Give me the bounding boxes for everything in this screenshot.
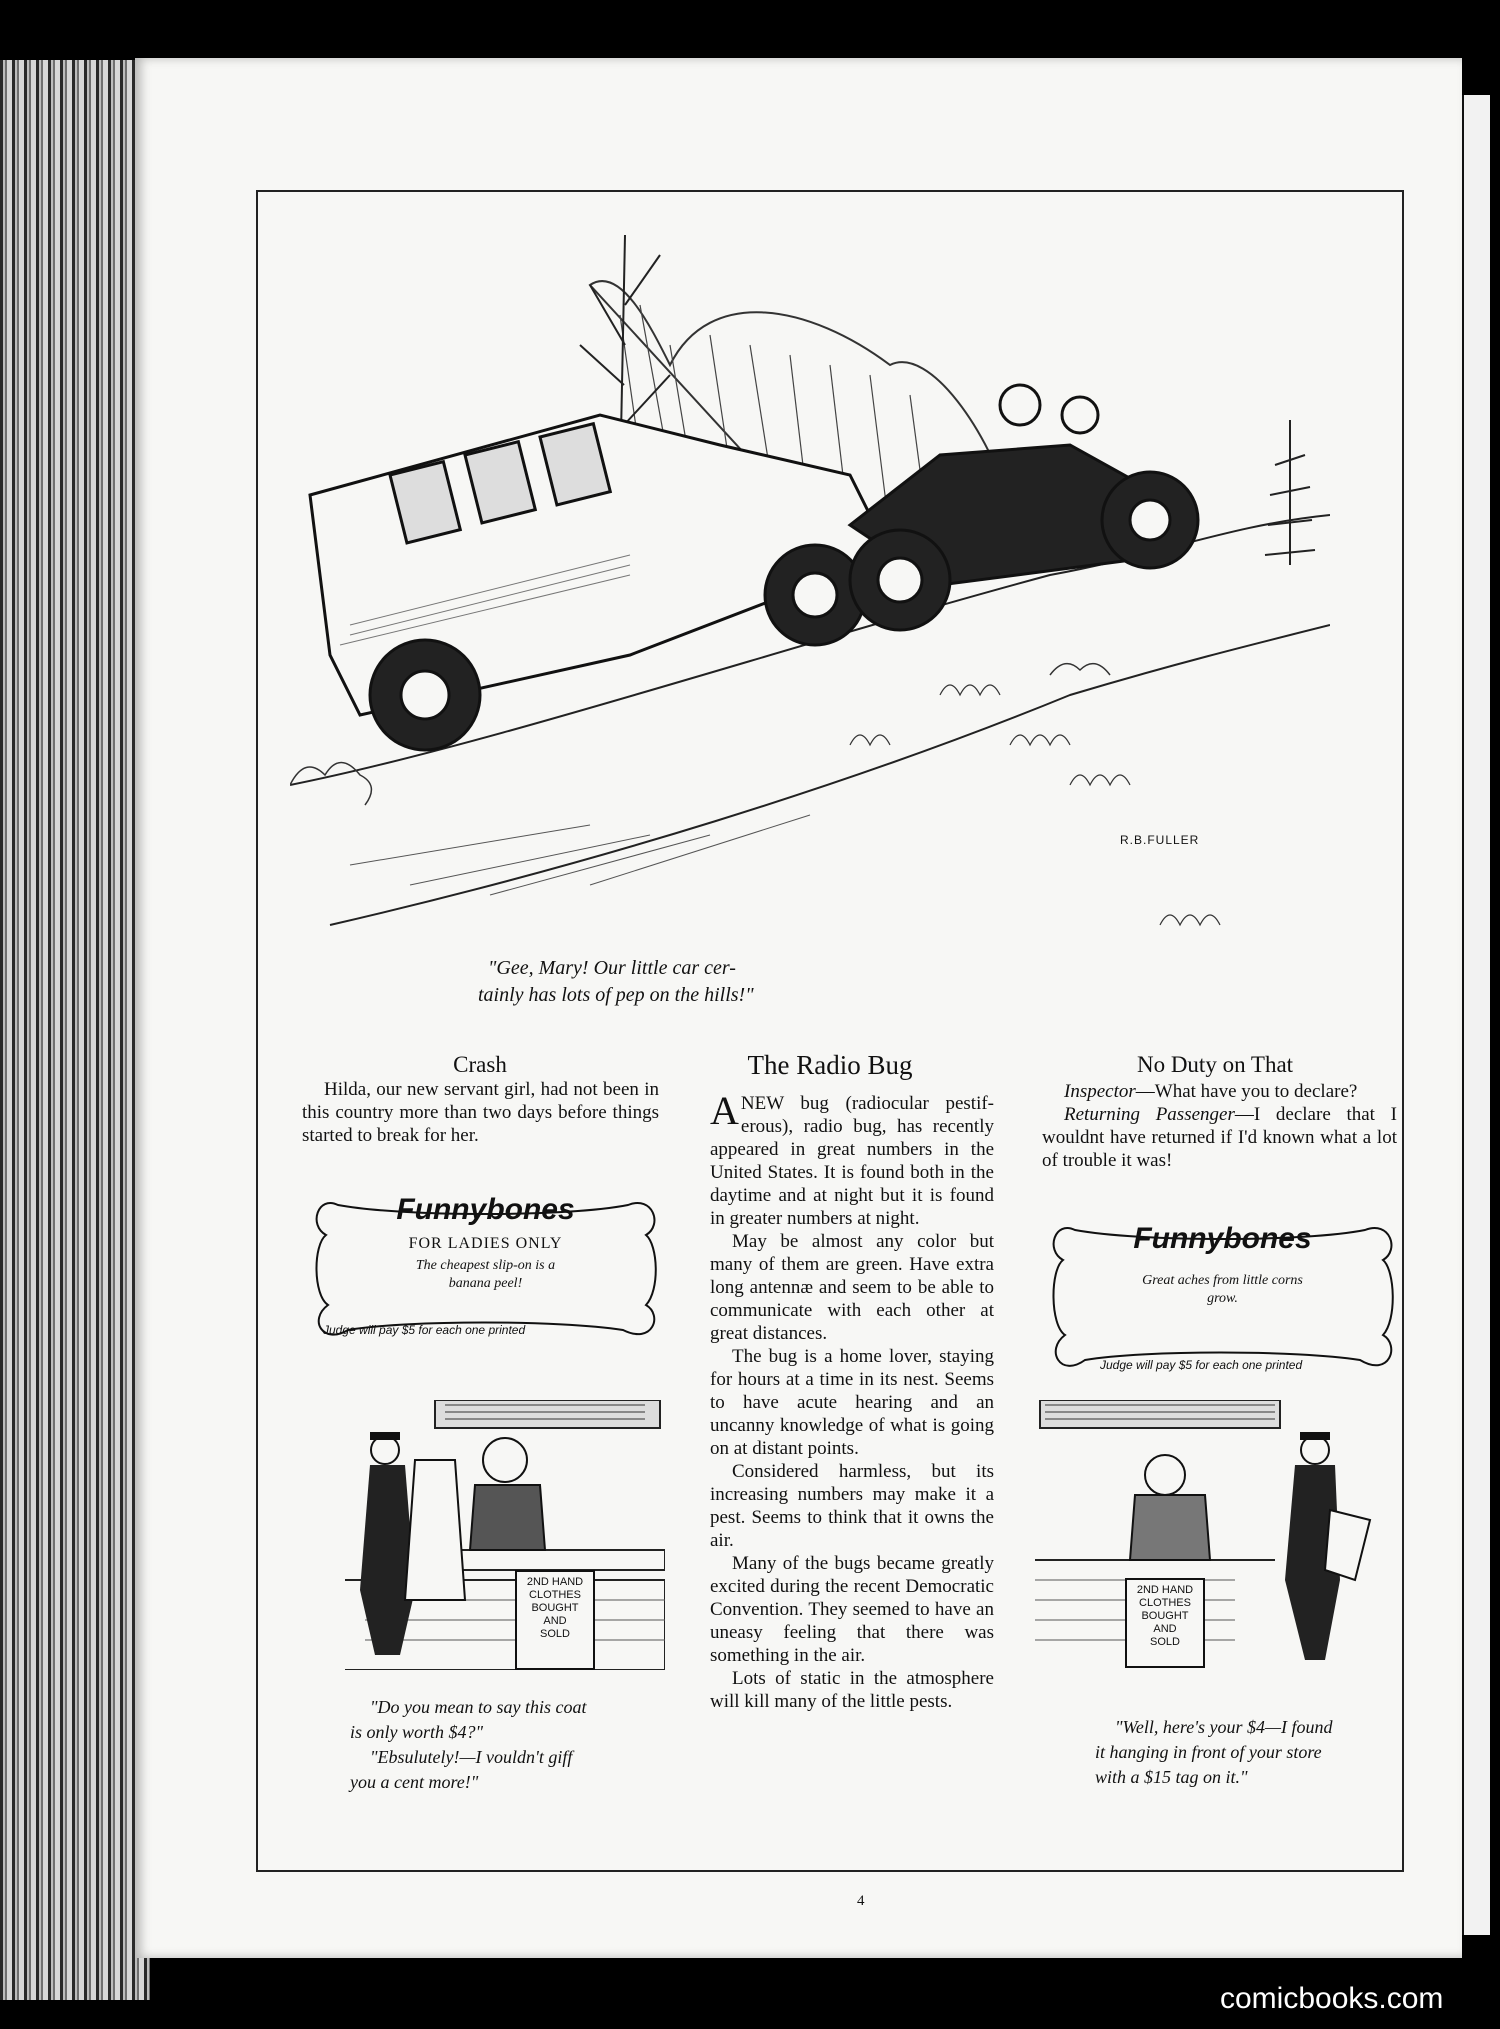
sign-line: AND [543,1615,567,1627]
watermark: comicbooks.com [1220,1982,1444,2015]
no-duty-title: No Duty on That [1136,1052,1294,1077]
sign-line: BOUGHT [1141,1610,1189,1622]
sign-line: CLOTHES [529,1589,581,1601]
funnybones-joke-line: Great aches from little corns [1142,1273,1303,1288]
right-shop-cartoon [1035,1400,1375,1670]
article-paragraph: Lots of static in the atmosphere will kill many of the little pests. [710,1668,994,1712]
next-page-edge [1462,95,1490,1935]
caption-line: "Gee, Mary! Our little car cer- [488,957,736,979]
drop-cap: A [710,1088,739,1133]
dialogue-text: —What have you to declare? [1135,1081,1358,1102]
no-duty-text [1042,1080,1397,1172]
sign-line: 2ND HAND [526,1576,584,1588]
dialogue-text: —I declare that I wouldnt have returned if I'd known what a lot of trouble it was! [1042,1104,1398,1171]
pay-note: Judge will pay $5 for each one printed [1100,1358,1303,1372]
funnybones-subtitle: FOR LADIES ONLY [408,1235,563,1252]
funnybones-box-right [1045,1210,1400,1375]
caption-line: it hanging in front of your store [1095,1742,1322,1762]
radio-bug-article [710,1088,994,1713]
caption-line: tainly has lots of pep on the hills!" [478,984,754,1006]
article-paragraph: The bug is a home lover, staying for hours at a time in its nest. Seems to have acute hearing and an uncanny knowledge of what is going on at distant points. [710,1346,994,1459]
right-cartoon-caption [1095,1715,1395,1790]
sign-line: 2ND HAND [1136,1584,1194,1596]
crash-text [302,1078,659,1147]
sign-line: SOLD [1150,1636,1180,1648]
left-cartoon-caption [350,1695,670,1795]
caption-line: you a cent more!" [350,1772,479,1792]
shop-sign [515,1570,595,1670]
page-number: 4 [857,1893,865,1909]
top-cartoon-illustration [290,225,1330,1010]
paragraph-text: NEW bug (radiocular pestif-erous), radio bug, has recently appeared in great numbers in the United States. It is found both in the daytime and at night but it is found in greater numbers at night. [710,1093,994,1229]
pay-note: Judge will pay $5 for each one printed [323,1323,526,1337]
sign-line: BOUGHT [531,1602,579,1614]
book-page-edges [0,60,150,2000]
funnybones-joke-line: banana peel! [448,1276,523,1291]
funnybones-joke-line: The cheapest slip-on is a [415,1258,556,1273]
sign-line: CLOTHES [1139,1597,1191,1609]
article-paragraph [710,1088,994,1230]
left-shop-cartoon [345,1400,665,1670]
caption-line: with a $15 tag on it." [1095,1767,1248,1787]
funnybones-box-left [308,1185,663,1343]
funnybones-title: Funnybones [1133,1222,1312,1255]
caption-line: "Well, here's your $4—I found [1115,1717,1333,1737]
speaker-name: Inspector [1064,1081,1136,1102]
article-paragraph: Many of the bugs became greatly excited during the recent Democratic Convention. They seemed to have an uneasy feeling that there was something in the air. [710,1553,994,1666]
article-paragraph: Considered harmless, but its increasing numbers may make it a pest. Seems to think that it owns the air. [710,1461,994,1551]
speaker-name: Returning Passenger [1064,1104,1235,1125]
caption-line: "Do you mean to say this coat [370,1697,587,1717]
funnybones-title: Funnybones [396,1193,575,1226]
crash-paragraph: Hilda, our new servant girl, had not been in this country more than two days before things started to break for her. [302,1079,659,1146]
sign-line: AND [1153,1623,1177,1635]
crash-title: Crash [453,1052,507,1077]
artist-signature: R.B.FULLER [1120,833,1200,847]
caption-line: "Ebsulutely!—I vouldn't giff [370,1747,573,1767]
article-paragraph: May be almost any color but many of them are green. Have extra long antennæ and seem to be able to communicate with each other at great distances. [710,1231,994,1344]
sign-line: SOLD [540,1628,570,1640]
top-cartoon-caption [478,955,848,1009]
dialogue-line [1042,1080,1397,1103]
funnybones-joke-line: grow. [1207,1291,1238,1306]
radio-bug-title: The Radio Bug [747,1050,913,1080]
shop-sign [1125,1578,1205,1668]
caption-line: is only worth $4?" [350,1722,484,1742]
dialogue-line [1042,1103,1397,1172]
